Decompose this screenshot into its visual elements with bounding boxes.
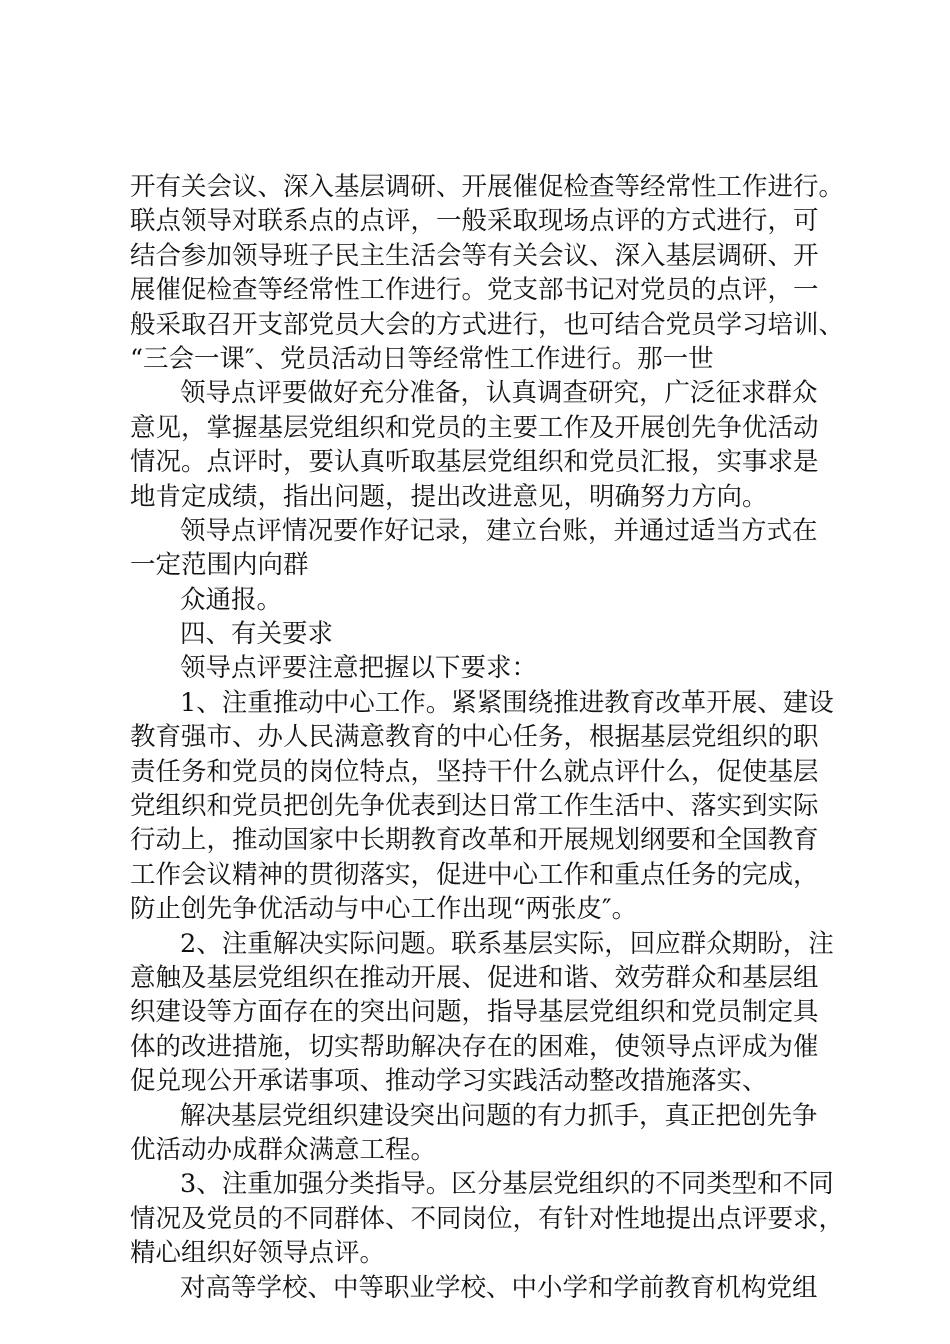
text-line: 促兑现公开承诺事项、推动学习实践活动整改措施落实、 [130, 1066, 768, 1097]
text-line: 织建设等方面存在的突出问题，指导基层党组织和党员制定具 [130, 997, 819, 1028]
text-line: 教育强市、办人民满意教育的中心任务，根据基层党组织的职 [130, 722, 819, 753]
text-line: 开有关会议、深入基层调研、开展催促检查等经常性工作进行。 [130, 172, 845, 202]
text-line: 结合参加领导班子民主生活会等有关会议、深入基层调研、开 [130, 240, 819, 271]
text-line: 意见，掌握基层党组织和党员的主要工作及开展创先争优活动 [130, 412, 819, 443]
paragraph-start-line: 领导点评要做好充分准备，认真调查研究，广泛征求群众 [180, 378, 818, 409]
text-line: 党组织和党员把创先争优表到达日常工作生活中、落实到实际 [130, 791, 819, 822]
text-line: 情况及党员的不同群体、不同岗位，有针对性地提出点评要求， [130, 1203, 845, 1234]
text-line: 般采取召开支部党员大会的方式进行，也可结合党员学习培训、 [130, 309, 845, 340]
paragraph-start-line: 众通报。 [180, 584, 283, 615]
section-heading: 四、有关要求 [180, 619, 334, 650]
paragraph-start-line: 领导点评要注意把握以下要求： [180, 653, 538, 684]
text-line: 意触及基层党组织在推动开展、促进和谐、效劳群众和基层组 [130, 962, 819, 993]
document-body [130, 170, 845, 1305]
paragraph-start-line: 解决基层党组织建设突出问题的有力抓手，真正把创先争 [180, 1100, 818, 1131]
text-line: 情况。点评时，要认真听取基层党组织和党员汇报，实事求是 [130, 447, 819, 478]
paragraph-start-line: 2、注重解决实际问题。联系基层实际，回应群众期盼，注 [180, 928, 834, 959]
paragraph-start-line: 3、注重加强分类指导。区分基层党组织的不同类型和不同 [180, 1169, 834, 1200]
text-line: 工作会议精神的贯彻落实，促进中心工作和重点任务的完成， [130, 859, 819, 890]
text-line: 体的改进措施，切实帮助解决存在的困难，使领导点评成为催 [130, 1031, 819, 1062]
text-line: 责任务和党员的岗位特点，坚持干什么就点评什么，促使基层 [130, 756, 819, 787]
paragraph-start-line: 领导点评情况要作好记录，建立台账，并通过适当方式在 [180, 515, 818, 546]
text-line: 展催促检查等经常性工作进行。党支部书记对党员的点评，一 [130, 275, 819, 306]
text-line: 优活动办成群众满意工程。 [130, 1134, 437, 1165]
text-line: 防止创先争优活动与中心工作出现“两张皮″。 [130, 894, 638, 925]
text-line: 精心组织好领导点评。 [130, 1238, 386, 1269]
text-line: “三会一课″、党员活动日等经常性工作进行。那一世 [130, 343, 714, 374]
paragraph-start-line: 对高等学校、中等职业学校、中小学和学前教育机构党组 [180, 1272, 818, 1303]
paragraph-start-line: 1、注重推动中心工作。紧紧围绕推进教育改革开展、建设 [180, 687, 834, 718]
text-line: 一定范围内向群 [130, 550, 309, 581]
text-line: 行动上，推动国家中长期教育改革和开展规划纲要和全国教育 [130, 825, 819, 856]
text-line: 联点领导对联系点的点评，一般采取现场点评的方式进行，可 [130, 206, 819, 237]
text-line: 地肯定成绩，指出问题，提出改进意见，明确努力方向。 [130, 481, 768, 512]
